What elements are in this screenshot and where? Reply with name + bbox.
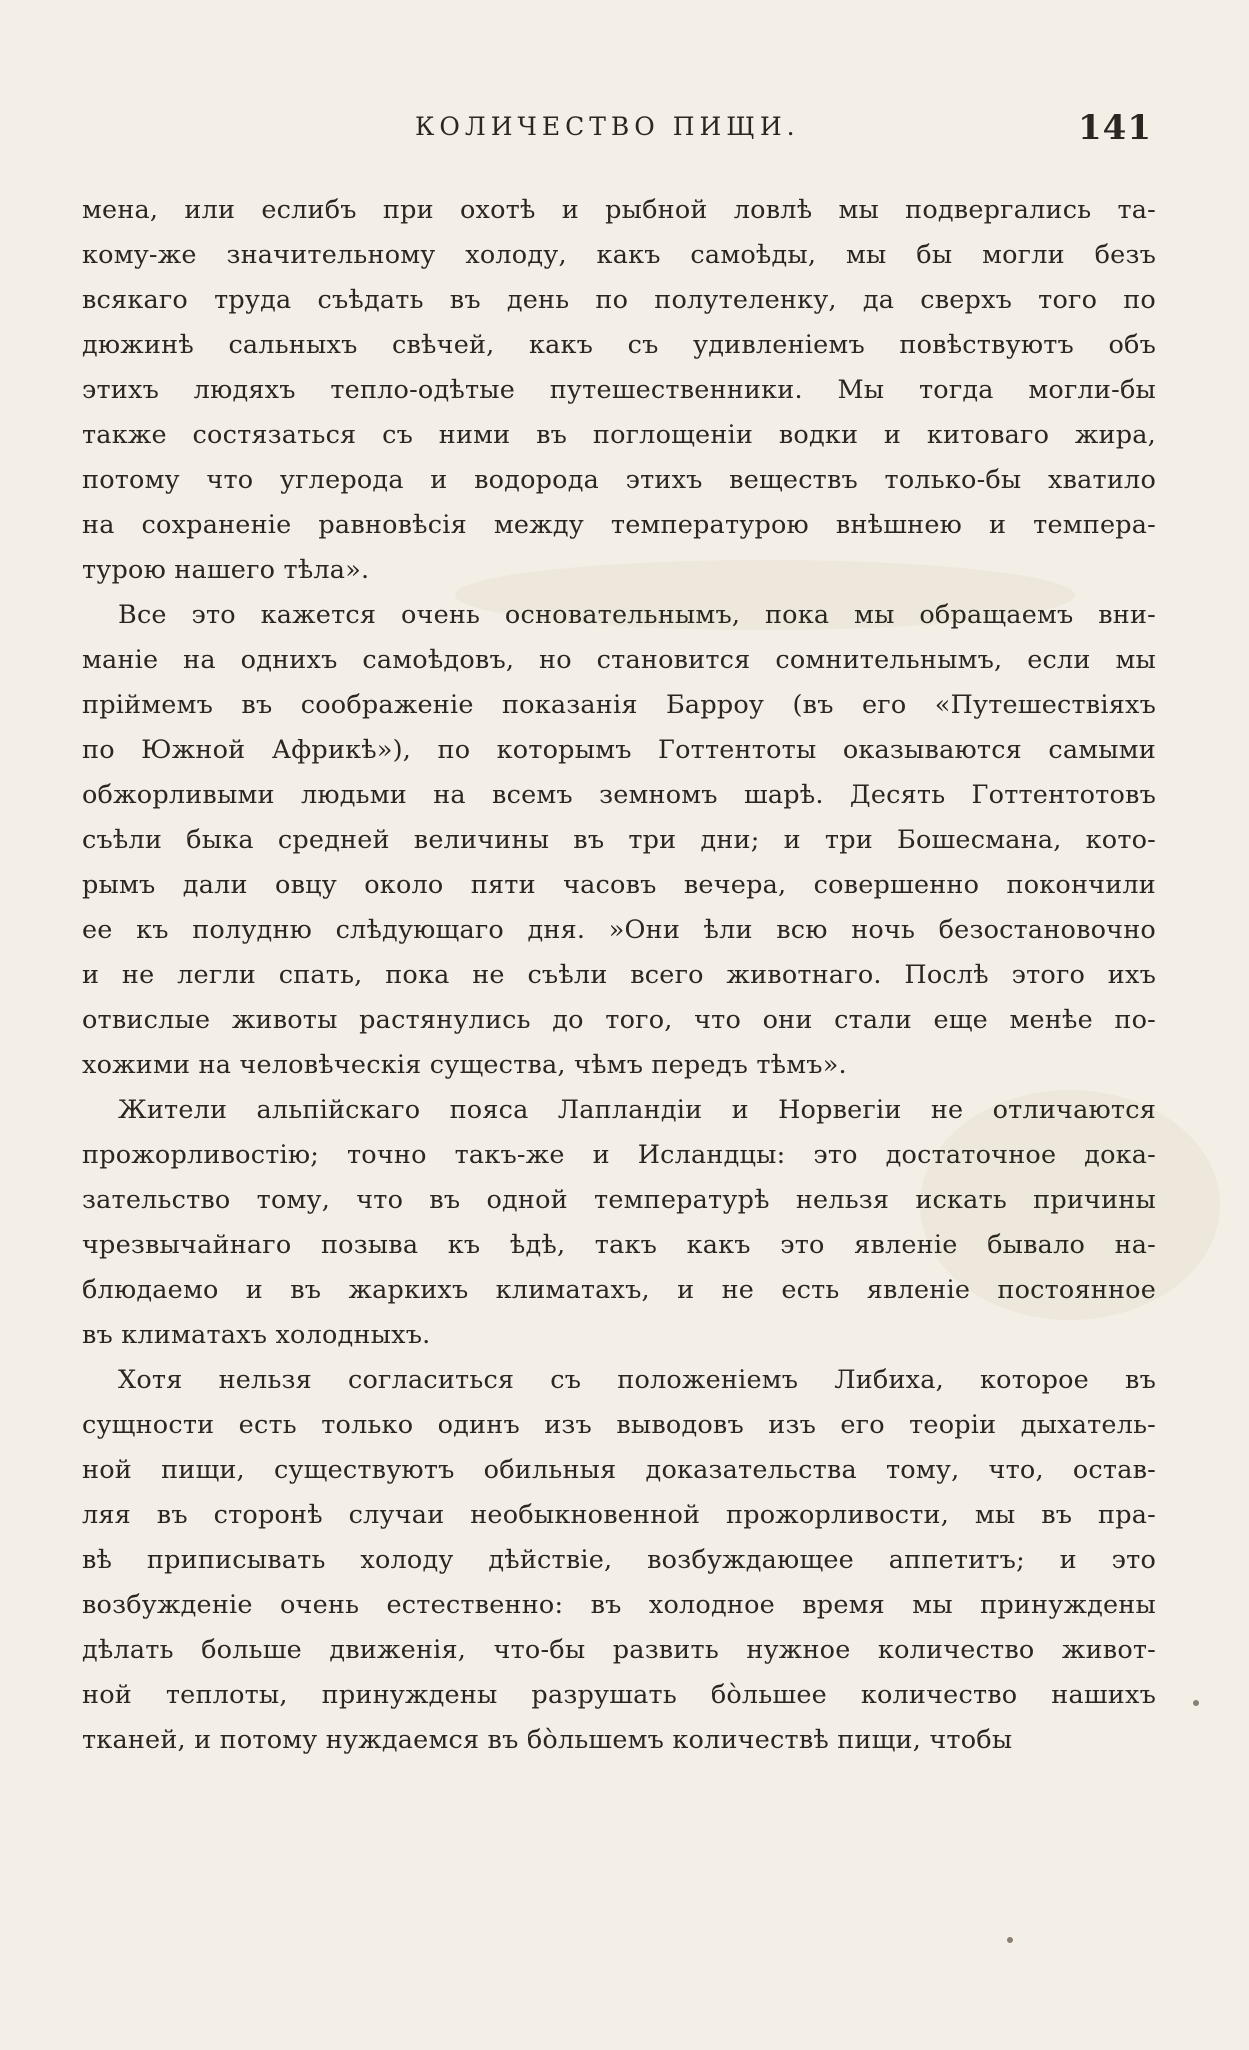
text-line: турою нашего тѣла». [82, 555, 370, 585]
text-line: зательство тому, что въ одной температурѣ нельзя искать причины [82, 1185, 1156, 1215]
paragraph [82, 1358, 1156, 1763]
text-line: Жители альпійскаго пояса Лапландіи и Норвегіи не отличаются [118, 1095, 1156, 1125]
text-line: обжорливыми людьми на всемъ земномъ шарѣ. Десять Готтентотовъ [82, 780, 1156, 810]
text-line: мена, или еслибъ при охотѣ и рыбной ловлѣ мы подвергались та- [82, 195, 1156, 225]
text-line: прожорливостію; точно такъ-же и Исландцы: это достаточное дока- [82, 1140, 1156, 1170]
ink-speck [1007, 1937, 1013, 1943]
text-line: этихъ людяхъ тепло-одѣтые путешественники. Мы тогда могли-бы [82, 375, 1156, 405]
paragraph [82, 1088, 1156, 1358]
text-line: рымъ дали овцу около пяти часовъ вечера, совершенно покончили [82, 870, 1156, 900]
text-line: Хотя нельзя согласиться съ положеніемъ Либиха, которое въ [118, 1365, 1156, 1395]
text-line: всякаго труда съѣдать въ день по полутеленку, да сверхъ того по [82, 285, 1156, 315]
page-number: 141 [1078, 108, 1152, 148]
text-line: возбужденіе очень естественно: въ холодное время мы принуждены [82, 1590, 1156, 1620]
text-line: съѣли быка средней величины въ три дни; и три Бошесмана, кото- [82, 825, 1156, 855]
text-line: потому что углерода и водорода этихъ веществъ только-бы хватило [82, 465, 1156, 495]
body-text [82, 188, 1156, 1763]
text-line: ной пищи, существуютъ обильныя доказательства тому, что, остав- [82, 1455, 1156, 1485]
text-line: ляя въ сторонѣ случаи необыкновенной прожорливости, мы въ пра- [82, 1500, 1156, 1530]
text-line: пріймемъ въ соображеніе показанія Барроу (въ его «Путешествіяхъ [82, 690, 1156, 720]
text-line: сущности есть только одинъ изъ выводовъ изъ его теоріи дыхатель- [82, 1410, 1156, 1440]
text-line: въ климатахъ холодныхъ. [82, 1320, 431, 1350]
text-line: ной теплоты, принуждены разрушать бо̀льшее количество нашихъ [82, 1680, 1156, 1710]
text-line: вѣ приписывать холоду дѣйствіе, возбуждающее аппетитъ; и это [82, 1545, 1156, 1575]
text-line: отвислые животы растянулись до того, что они стали еще менѣе по- [82, 1005, 1156, 1035]
text-line: Все это кажется очень основательнымъ, пока мы обращаемъ вни- [118, 600, 1156, 630]
running-head: КОЛИЧЕСТВО ПИЩИ. [415, 112, 800, 141]
text-line: дюжинѣ сальныхъ свѣчей, какъ съ удивленіемъ повѣствуютъ объ [82, 330, 1156, 360]
text-line: и не легли спать, пока не съѣли всего животнаго. Послѣ этого ихъ [82, 960, 1156, 990]
text-line: по Южной Африкѣ»), по которымъ Готтентоты оказываются самыми [82, 735, 1156, 765]
page-header [80, 108, 1160, 158]
ink-speck [1193, 1700, 1199, 1706]
paragraph [82, 188, 1156, 593]
text-line: также состязаться съ ними въ поглощеніи водки и китоваго жира, [82, 420, 1156, 450]
text-line: хожими на человѣческія существа, чѣмъ передъ тѣмъ». [82, 1050, 847, 1080]
text-line: чрезвычайнаго позыва къ ѣдѣ, такъ какъ это явленіе бывало на- [82, 1230, 1156, 1260]
text-line: на сохраненіе равновѣсія между температурою внѣшнею и темпера- [82, 510, 1156, 540]
text-line: дѣлать больше движенія, что-бы развить нужное количество живот- [82, 1635, 1156, 1665]
text-line: кому-же значительному холоду, какъ самоѣды, мы бы могли безъ [82, 240, 1156, 270]
text-line: ее къ полудню слѣдующаго дня. »Они ѣли всю ночь безостановочно [82, 915, 1156, 945]
paragraph [82, 593, 1156, 1088]
text-line: блюдаемо и въ жаркихъ климатахъ, и не есть явленіе постоянное [82, 1275, 1156, 1305]
text-line: маніе на однихъ самоѣдовъ, но становится сомнительнымъ, если мы [82, 645, 1156, 675]
text-line: тканей, и потому нуждаемся въ бо̀льшемъ количествѣ пищи, чтобы [82, 1725, 1013, 1755]
